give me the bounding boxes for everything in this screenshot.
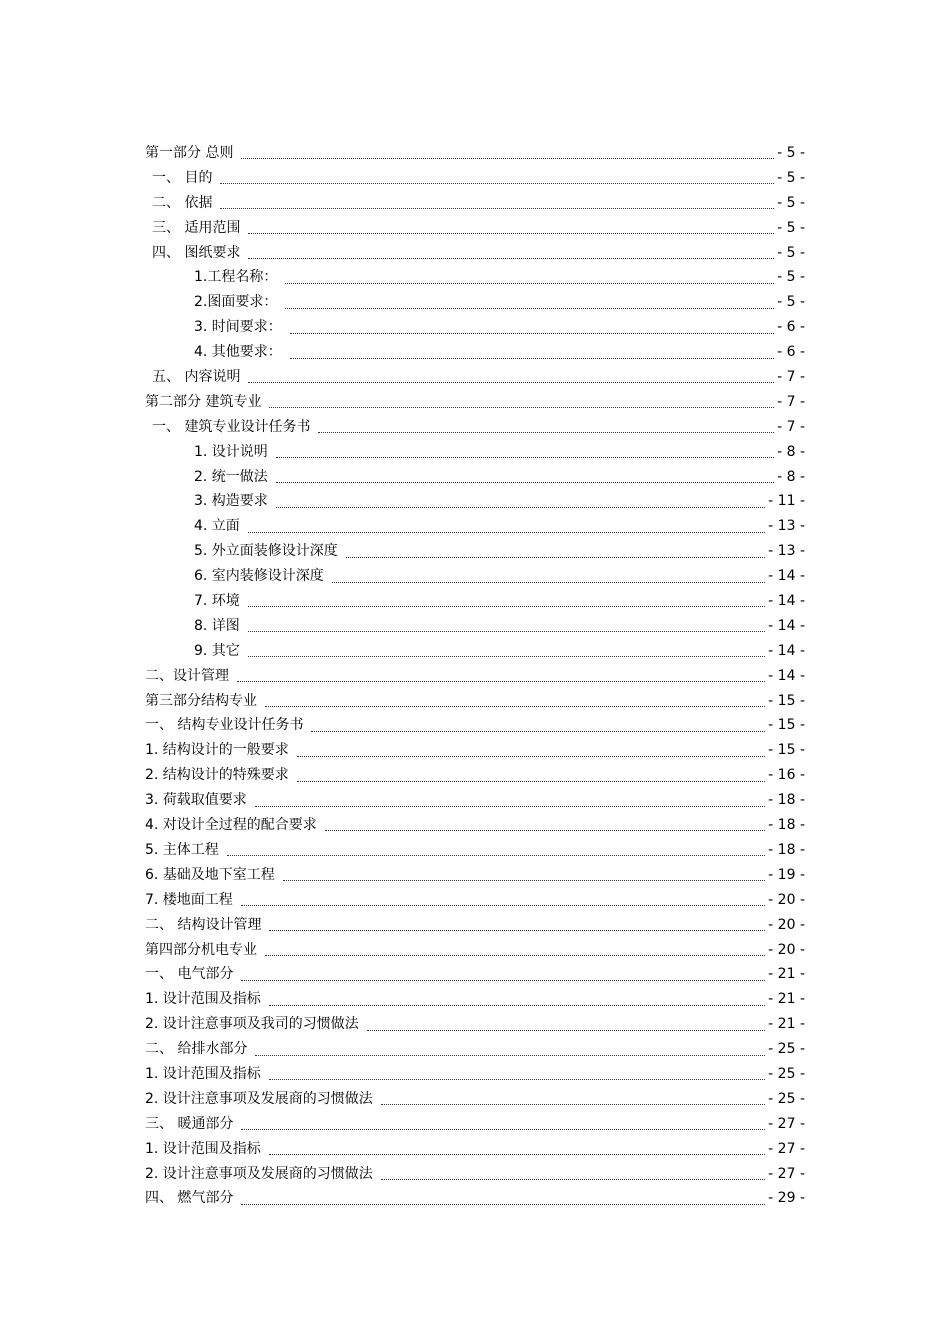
toc-entry[interactable] <box>0 1037 950 1062</box>
toc-entry[interactable] <box>0 166 950 191</box>
toc-entry-title: 第二部分 建筑专业 <box>145 393 262 410</box>
toc-entry[interactable] <box>0 813 950 838</box>
dot-leader <box>269 406 774 408</box>
toc-entry-title: 2. 结构设计的特殊要求 <box>145 767 289 784</box>
dot-leader <box>381 1178 765 1180</box>
toc-entry-title: 四、 燃气部分 <box>145 1190 234 1207</box>
dot-leader <box>276 456 774 458</box>
toc-entry[interactable] <box>0 365 950 390</box>
toc-entry-page-number: - 7 - <box>777 369 805 386</box>
toc-entry[interactable] <box>0 390 950 415</box>
toc-entry-title: 5. 外立面装修设计深度 <box>194 543 338 560</box>
toc-entry-title: 第一部分 总则 <box>145 145 234 161</box>
toc-entry-title: 二、设计管理 <box>145 667 229 684</box>
dot-leader <box>265 705 765 707</box>
toc-entry-title: 1. 结构设计的一般要求 <box>145 742 289 759</box>
toc-entry-title: 3. 时间要求： <box>194 319 282 336</box>
dot-leader <box>269 1153 765 1155</box>
toc-entry-title: 6. 基础及地下室工程 <box>145 866 275 883</box>
dot-leader <box>248 381 774 383</box>
toc-entry-page-number: - 6 - <box>777 319 805 336</box>
dot-leader <box>220 207 774 209</box>
dot-leader <box>269 1004 765 1006</box>
toc-entry-page-number: - 21 - <box>768 991 805 1008</box>
toc-entry[interactable] <box>0 216 950 241</box>
dot-leader <box>248 531 765 533</box>
dot-leader <box>248 655 765 657</box>
toc-entry-page-number: - 20 - <box>768 891 805 908</box>
toc-entry-page-number: - 13 - <box>768 518 805 535</box>
toc-entry[interactable] <box>0 465 950 490</box>
toc-entry-page-number: - 18 - <box>768 841 805 858</box>
table-of-contents <box>0 141 950 1211</box>
dot-leader <box>276 481 774 483</box>
toc-entry-page-number: - 5 - <box>777 219 805 236</box>
toc-entry[interactable] <box>0 1062 950 1087</box>
toc-entry-page-number: - 13 - <box>768 543 805 560</box>
dot-leader <box>241 904 765 906</box>
toc-entry-title: 1. 设计说明 <box>194 443 268 460</box>
dot-leader <box>241 157 774 159</box>
toc-entry[interactable] <box>0 514 950 539</box>
dot-leader <box>269 1078 765 1080</box>
toc-entry[interactable] <box>0 664 950 689</box>
toc-entry[interactable] <box>0 838 950 863</box>
toc-entry-page-number: - 27 - <box>768 1115 805 1132</box>
toc-entry[interactable] <box>0 191 950 216</box>
toc-entry-title: 3. 荷载取值要求 <box>145 792 247 809</box>
toc-entry[interactable] <box>0 888 950 913</box>
toc-entry-title: 三、 适用范围 <box>152 219 241 236</box>
toc-entry-title: 9. 其它 <box>194 642 240 659</box>
dot-leader <box>290 332 774 334</box>
toc-entry-title: 二、 给排水部分 <box>145 1041 248 1058</box>
toc-entry-page-number: - 11 - <box>768 493 805 510</box>
toc-entry-title: 2. 设计注意事项及我司的习惯做法 <box>145 1016 359 1033</box>
dot-leader <box>276 506 765 508</box>
toc-entry-title: 二、 结构设计管理 <box>145 916 262 933</box>
dot-leader <box>241 1128 765 1130</box>
toc-entry-page-number: - 20 - <box>768 941 805 958</box>
toc-entry[interactable] <box>0 564 950 589</box>
toc-entry-page-number: - 14 - <box>768 593 805 610</box>
dot-leader <box>248 257 774 259</box>
toc-entry[interactable] <box>0 340 950 365</box>
toc-entry-title: 4. 其他要求： <box>194 344 282 361</box>
toc-entry[interactable] <box>0 863 950 888</box>
toc-entry-title: 1. 设计范围及指标 <box>145 991 261 1008</box>
toc-entry[interactable] <box>0 589 950 614</box>
toc-entry[interactable] <box>0 315 950 340</box>
toc-entry-title: 6. 室内装修设计深度 <box>194 568 324 585</box>
toc-entry-title: 1. 设计范围及指标 <box>145 1140 261 1157</box>
toc-entry-page-number: - 8 - <box>777 443 805 460</box>
toc-entry-title: 一、 目的 <box>152 169 213 186</box>
toc-entry-page-number: - 15 - <box>768 692 805 709</box>
toc-entry-title: 3. 构造要求 <box>194 493 268 510</box>
dot-leader <box>325 829 765 831</box>
dot-leader <box>248 232 774 234</box>
dot-leader <box>367 1029 765 1031</box>
dot-leader <box>332 581 765 583</box>
toc-entry-page-number: - 14 - <box>768 568 805 585</box>
toc-entry-page-number: - 14 - <box>768 617 805 634</box>
toc-entry[interactable] <box>0 913 950 938</box>
dot-leader <box>237 680 765 682</box>
toc-entry-title: 第四部分机电专业 <box>145 941 257 958</box>
dot-leader <box>241 979 765 981</box>
toc-entry-page-number: - 19 - <box>768 866 805 883</box>
toc-entry-page-number: - 5 - <box>777 169 805 186</box>
toc-entry-page-number: - 15 - <box>768 742 805 759</box>
toc-entry[interactable] <box>0 141 950 166</box>
toc-entry-page-number: - 7 - <box>777 418 805 435</box>
toc-entry-page-number: - 14 - <box>768 642 805 659</box>
toc-entry-page-number: - 25 - <box>768 1065 805 1082</box>
dot-leader <box>265 954 765 956</box>
toc-entry-title: 第三部分结构专业 <box>145 692 257 709</box>
toc-entry[interactable] <box>0 763 950 788</box>
dot-leader <box>381 1103 765 1105</box>
toc-entry-page-number: - 18 - <box>768 792 805 809</box>
toc-entry[interactable] <box>0 614 950 639</box>
toc-entry[interactable] <box>0 1162 950 1187</box>
toc-entry[interactable] <box>0 489 950 514</box>
toc-entry[interactable] <box>0 265 950 290</box>
toc-entry-title: 5. 主体工程 <box>145 841 219 858</box>
toc-entry-title: 2. 设计注意事项及发展商的习惯做法 <box>145 1090 373 1107</box>
dot-leader <box>248 605 765 607</box>
dot-leader <box>290 357 774 359</box>
dot-leader <box>248 630 765 632</box>
toc-entry-page-number: - 25 - <box>768 1041 805 1058</box>
dot-leader <box>255 805 765 807</box>
toc-entry-page-number: - 5 - <box>777 269 805 286</box>
toc-entry-page-number: - 29 - <box>768 1190 805 1207</box>
toc-entry[interactable] <box>0 713 950 738</box>
toc-entry[interactable] <box>0 1112 950 1137</box>
toc-entry-title: 1. 设计范围及指标 <box>145 1065 261 1082</box>
toc-entry-page-number: - 5 - <box>777 294 805 311</box>
toc-entry[interactable] <box>0 539 950 564</box>
toc-entry-page-number: - 7 - <box>777 393 805 410</box>
toc-entry[interactable] <box>0 1012 950 1037</box>
toc-entry-page-number: - 5 - <box>777 244 805 261</box>
toc-entry-page-number: - 27 - <box>768 1140 805 1157</box>
toc-entry-page-number: - 15 - <box>768 717 805 734</box>
toc-entry-title: 四、 图纸要求 <box>152 244 241 261</box>
toc-entry-title: 2.图面要求： <box>194 294 278 311</box>
toc-entry-title: 1.工程名称： <box>194 269 278 286</box>
dot-leader <box>220 182 774 184</box>
dot-leader <box>241 1203 765 1205</box>
toc-entry-page-number: - 6 - <box>777 344 805 361</box>
toc-entry-title: 三、 暖通部分 <box>145 1115 234 1132</box>
toc-entry[interactable] <box>0 440 950 465</box>
toc-entry-title: 4. 对设计全过程的配合要求 <box>145 817 317 834</box>
toc-entry[interactable] <box>0 290 950 315</box>
toc-entry-title: 7. 楼地面工程 <box>145 891 233 908</box>
toc-entry[interactable] <box>0 415 950 440</box>
toc-entry-page-number: - 21 - <box>768 1016 805 1033</box>
dot-leader <box>297 755 765 757</box>
toc-entry[interactable] <box>0 1186 950 1211</box>
dot-leader <box>255 1054 765 1056</box>
toc-entry[interactable] <box>0 788 950 813</box>
toc-entry-title: 一、 建筑专业设计任务书 <box>152 418 311 435</box>
toc-entry[interactable] <box>0 962 950 987</box>
toc-entry[interactable] <box>0 689 950 714</box>
toc-entry-page-number: - 5 - <box>777 194 805 211</box>
toc-entry-title: 7. 环境 <box>194 593 240 610</box>
dot-leader <box>318 431 774 433</box>
dot-leader <box>311 730 765 732</box>
dot-leader <box>285 282 774 284</box>
toc-entry-title: 2. 统一做法 <box>194 468 268 485</box>
dot-leader <box>283 879 765 881</box>
toc-entry-title: 4. 立面 <box>194 518 240 535</box>
toc-entry-page-number: - 27 - <box>768 1165 805 1182</box>
toc-entry[interactable] <box>0 639 950 664</box>
toc-entry[interactable] <box>0 987 950 1012</box>
dot-leader <box>346 556 765 558</box>
toc-entry[interactable] <box>0 1137 950 1162</box>
dot-leader <box>285 307 774 309</box>
toc-entry[interactable] <box>0 1087 950 1112</box>
dot-leader <box>269 929 765 931</box>
toc-entry-title: 五、 内容说明 <box>152 369 241 386</box>
toc-entry-page-number: - 20 - <box>768 916 805 933</box>
toc-entry[interactable] <box>0 738 950 763</box>
toc-entry-page-number: - 16 - <box>768 767 805 784</box>
toc-entry-page-number: - 5 - <box>777 145 805 161</box>
toc-entry-title: 二、 依据 <box>152 194 213 211</box>
toc-entry-page-number: - 25 - <box>768 1090 805 1107</box>
toc-entry-page-number: - 8 - <box>777 468 805 485</box>
toc-entry[interactable] <box>0 241 950 266</box>
toc-entry-page-number: - 21 - <box>768 966 805 983</box>
toc-entry-title: 一、 结构专业设计任务书 <box>145 717 304 734</box>
toc-entry[interactable] <box>0 938 950 963</box>
toc-entry-title: 2. 设计注意事项及发展商的习惯做法 <box>145 1165 373 1182</box>
toc-entry-page-number: - 14 - <box>768 667 805 684</box>
dot-leader <box>297 780 765 782</box>
toc-entry-page-number: - 18 - <box>768 817 805 834</box>
toc-entry-title: 8. 详图 <box>194 617 240 634</box>
dot-leader <box>227 854 765 856</box>
toc-entry-title: 一、 电气部分 <box>145 966 234 983</box>
